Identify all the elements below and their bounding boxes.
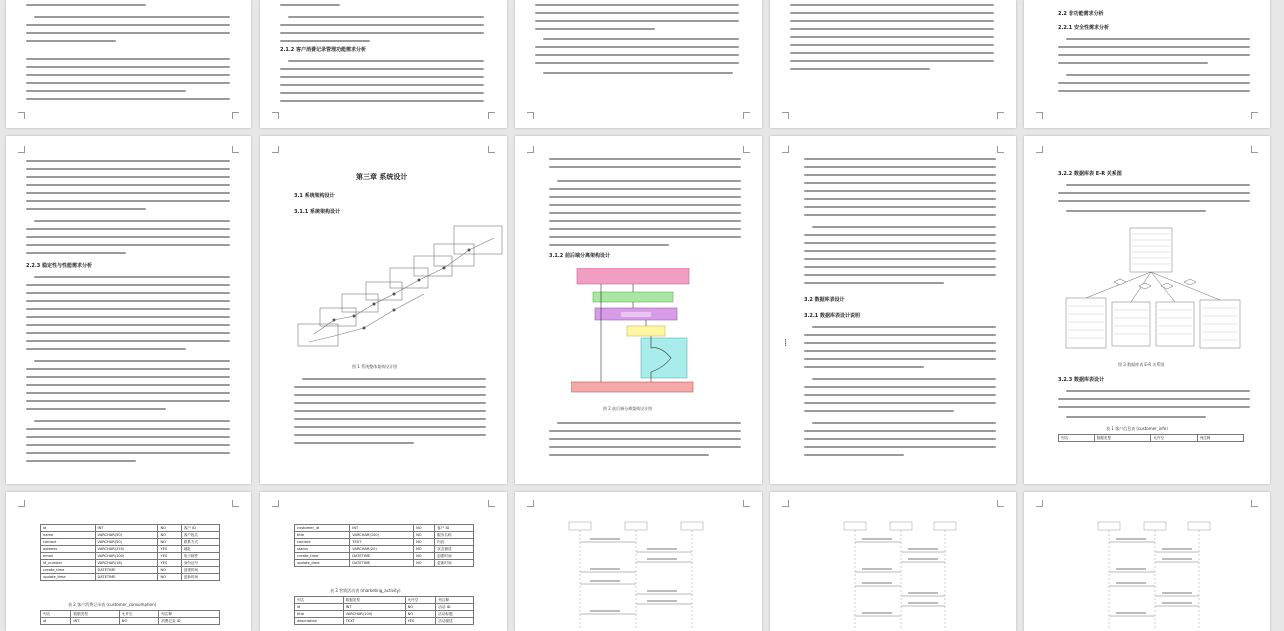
table-cell: 服务名称 (435, 532, 474, 539)
document-page-5[interactable] (1024, 0, 1270, 128)
table-cell: contact (41, 539, 96, 546)
table-cell: 状态描述 (435, 546, 474, 553)
column-header: 列注释 (1197, 435, 1243, 442)
table-cell: NO (158, 532, 181, 539)
table-cell: NO (158, 539, 181, 546)
table-cell: name (41, 532, 96, 539)
table-cell: content (295, 539, 350, 546)
table-cell: 身份证号 (181, 560, 219, 567)
section-heading: 2.2 非功能需求分析 (1058, 11, 1104, 17)
table-cell: status (295, 546, 350, 553)
table-cell: YES (158, 546, 181, 553)
margin-mark (1036, 146, 1043, 153)
table-cell: 内容 (435, 539, 474, 546)
table-cell: DATETIME (95, 567, 158, 574)
table-cell: 活动描述 (436, 618, 474, 625)
table-cell: NO (414, 532, 435, 539)
margin-mark (997, 500, 1004, 507)
table-cell: TEXT (343, 618, 405, 625)
section-heading: 3.1 系统架构设计 (294, 193, 335, 199)
margin-mark (18, 112, 25, 119)
chapter-title: 第三章 系统设计 (356, 173, 408, 181)
subsection-heading: 3.2.1 数据库表设计说明 (804, 313, 860, 319)
customer-info-table (40, 524, 220, 581)
margin-mark (232, 146, 239, 153)
margin-mark (1251, 146, 1258, 153)
table-cell: NO (414, 539, 435, 546)
document-page-7[interactable] (260, 136, 507, 484)
er-diagram (1062, 224, 1242, 354)
table-cell: id_number (41, 560, 96, 567)
table-row (295, 553, 474, 560)
table-caption: 表 1 客户信息表 (customer_info) (1106, 426, 1168, 431)
table-cell: NO (405, 611, 436, 618)
table-row (295, 525, 474, 532)
table-cell: customer_id (295, 525, 350, 532)
drag-handle-icon[interactable]: ⁞ (784, 338, 788, 349)
section-heading: 2.2.3 稳定性与性能需求分析 (26, 263, 92, 269)
sequence-diagram (1094, 518, 1214, 628)
table-row (295, 539, 474, 546)
table-row (41, 525, 220, 532)
table-cell: VARCHAR(100) (350, 532, 414, 539)
table-row (295, 560, 474, 567)
table-cell: 客户 ID (435, 525, 474, 532)
table-cell: 更新时间 (435, 560, 474, 567)
column-header: 列名 (41, 611, 71, 618)
table-cell: description (295, 618, 344, 625)
table-cell: title (295, 611, 344, 618)
table-cell: id (41, 618, 71, 625)
marketing-activity-table (294, 596, 474, 625)
document-page-11[interactable] (6, 492, 251, 631)
table-cell: INT (350, 525, 414, 532)
table-cell: VARCHAR(18) (95, 560, 158, 567)
figure-caption: 图 2 前后端分离架构设计图 (603, 406, 653, 411)
margin-mark (488, 112, 495, 119)
table-cell: NO (158, 567, 181, 574)
table-cell: VARCHAR(20) (350, 546, 414, 553)
table-caption: 表 3 营销活动表 (marketing_activity) (330, 588, 401, 593)
document-page-10[interactable] (1024, 136, 1270, 484)
table-cell: id (41, 525, 96, 532)
document-page-3[interactable] (515, 0, 762, 128)
customer-consumption-table (40, 610, 220, 625)
table-row (295, 532, 474, 539)
margin-mark (18, 500, 25, 507)
margin-mark (488, 146, 495, 153)
table-cell: 创建时间 (181, 567, 219, 574)
document-page-8[interactable] (515, 136, 762, 484)
table-cell: YES (405, 618, 436, 625)
table-cell: YES (158, 560, 181, 567)
table-row (41, 567, 220, 574)
table-cell: 创建时间 (435, 553, 474, 560)
margin-mark (232, 112, 239, 119)
table-cell: TEXT (350, 539, 414, 546)
table-row (41, 539, 220, 546)
table-cell: NO (158, 574, 181, 581)
customer-service-table (294, 524, 474, 567)
margin-mark (527, 500, 534, 507)
column-header: 允许空 (1151, 435, 1197, 442)
subsection-heading: 3.2.3 数据库表设计 (1058, 377, 1104, 383)
table-caption: 表 2 客户消费记录表 (customer_consumption) (68, 602, 157, 607)
margin-mark (997, 112, 1004, 119)
table-row (295, 604, 474, 611)
table-row (41, 553, 220, 560)
document-page-6[interactable] (6, 136, 251, 484)
table-cell: create_time (295, 553, 350, 560)
subsection-heading: 2.2.1 安全性需求分析 (1058, 25, 1109, 31)
table-row (41, 618, 220, 625)
table-cell: INT (71, 618, 119, 625)
margin-mark (272, 500, 279, 507)
table-cell: 联系方式 (181, 539, 219, 546)
table-row (295, 618, 474, 625)
table-cell: 消费记录 ID (159, 618, 220, 625)
column-header: 数据类型 (343, 597, 405, 604)
margin-mark (782, 500, 789, 507)
column-header: 数据类型 (1094, 435, 1151, 442)
table-cell: 活动 ID (436, 604, 474, 611)
table-row (41, 574, 220, 581)
document-page-14[interactable] (770, 492, 1016, 631)
table-cell: 客户姓名 (181, 532, 219, 539)
table-cell: VARCHAR(50) (95, 532, 158, 539)
column-header: 允许空 (405, 597, 436, 604)
margin-mark (272, 112, 279, 119)
table-cell: NO (414, 525, 435, 532)
table-cell: NO (414, 546, 435, 553)
margin-mark (1251, 112, 1258, 119)
table-cell: id (295, 604, 344, 611)
document-page-13[interactable] (515, 492, 762, 631)
subsection-heading: 3.1.2 前后端分离架构设计 (549, 253, 610, 259)
margin-mark (782, 146, 789, 153)
margin-mark (1036, 112, 1043, 119)
section-heading: 3.2 数据库表设计 (804, 297, 845, 303)
table-cell: YES (158, 553, 181, 560)
table-cell: address (41, 546, 96, 553)
table-cell: NO (119, 618, 158, 625)
table-row (41, 546, 220, 553)
table-cell: 更新时间 (181, 574, 219, 581)
table-cell: VARCHAR(50) (95, 539, 158, 546)
table-cell: NO (158, 525, 181, 532)
table-cell: NO (414, 553, 435, 560)
margin-mark (743, 146, 750, 153)
sequence-diagram (565, 518, 715, 628)
document-page-1[interactable] (6, 0, 251, 128)
table-cell: 客户 ID (181, 525, 219, 532)
table-cell: update_time (295, 560, 350, 567)
table-cell: VARCHAR(100) (95, 553, 158, 560)
margin-mark (18, 146, 25, 153)
margin-mark (232, 500, 239, 507)
table-cell: DATETIME (350, 560, 414, 567)
document-page-12[interactable] (260, 492, 507, 631)
table-row (41, 560, 220, 567)
architecture-diagram (294, 224, 504, 354)
table-cell: INT (95, 525, 158, 532)
table-cell: DATETIME (95, 574, 158, 581)
margin-mark (272, 146, 279, 153)
table-cell: title (295, 532, 350, 539)
column-header: 列注释 (436, 597, 474, 604)
table-header-row (295, 597, 474, 604)
margin-mark (782, 112, 789, 119)
subsection-heading: 3.1.1 系统架构设计 (294, 209, 340, 215)
table-cell: email (41, 553, 96, 560)
table-header-row (41, 611, 220, 618)
table-cell: DATETIME (350, 553, 414, 560)
table-row (41, 532, 220, 539)
margin-mark (1251, 500, 1258, 507)
table-cell: INT (343, 604, 405, 611)
table-cell: 地址 (181, 546, 219, 553)
table-cell: NO (414, 560, 435, 567)
subsection-heading: 3.2.2 数据库表 E-R 关系图 (1058, 171, 1122, 177)
document-page-2[interactable] (260, 0, 507, 128)
margin-mark (997, 146, 1004, 153)
section-heading: 2.1.2 客户消费记录管理功能需求分析 (280, 47, 366, 53)
margin-mark (743, 112, 750, 119)
table-cell: 活动标题 (436, 611, 474, 618)
document-page-9[interactable] (770, 136, 1016, 484)
table-cell: update_time (41, 574, 96, 581)
margin-mark (527, 112, 534, 119)
margin-mark (1036, 500, 1043, 507)
margin-mark (488, 500, 495, 507)
column-header: 允许空 (119, 611, 158, 618)
column-header: 列名 (1059, 435, 1095, 442)
frontend-backend-diagram (571, 268, 696, 394)
column-header: 列注释 (159, 611, 220, 618)
customer-info-table-header (1058, 434, 1244, 442)
table-cell: create_time (41, 567, 96, 574)
table-cell: VARCHAR(255) (95, 546, 158, 553)
table-cell: 电子邮件 (181, 553, 219, 560)
document-page-15[interactable] (1024, 492, 1270, 631)
table-row (295, 546, 474, 553)
margin-mark (527, 146, 534, 153)
document-page-4[interactable] (770, 0, 1016, 128)
margin-mark (743, 500, 750, 507)
table-cell: VARCHAR(100) (343, 611, 405, 618)
column-header: 列名 (295, 597, 344, 604)
figure-caption: 图 3 数据库表 E-R 关系图 (1118, 362, 1165, 367)
sequence-diagram (840, 518, 960, 628)
table-cell: NO (405, 604, 436, 611)
table-row (295, 611, 474, 618)
figure-caption: 图 1 系统整体架构设计图 (352, 364, 398, 369)
column-header: 数据类型 (71, 611, 119, 618)
